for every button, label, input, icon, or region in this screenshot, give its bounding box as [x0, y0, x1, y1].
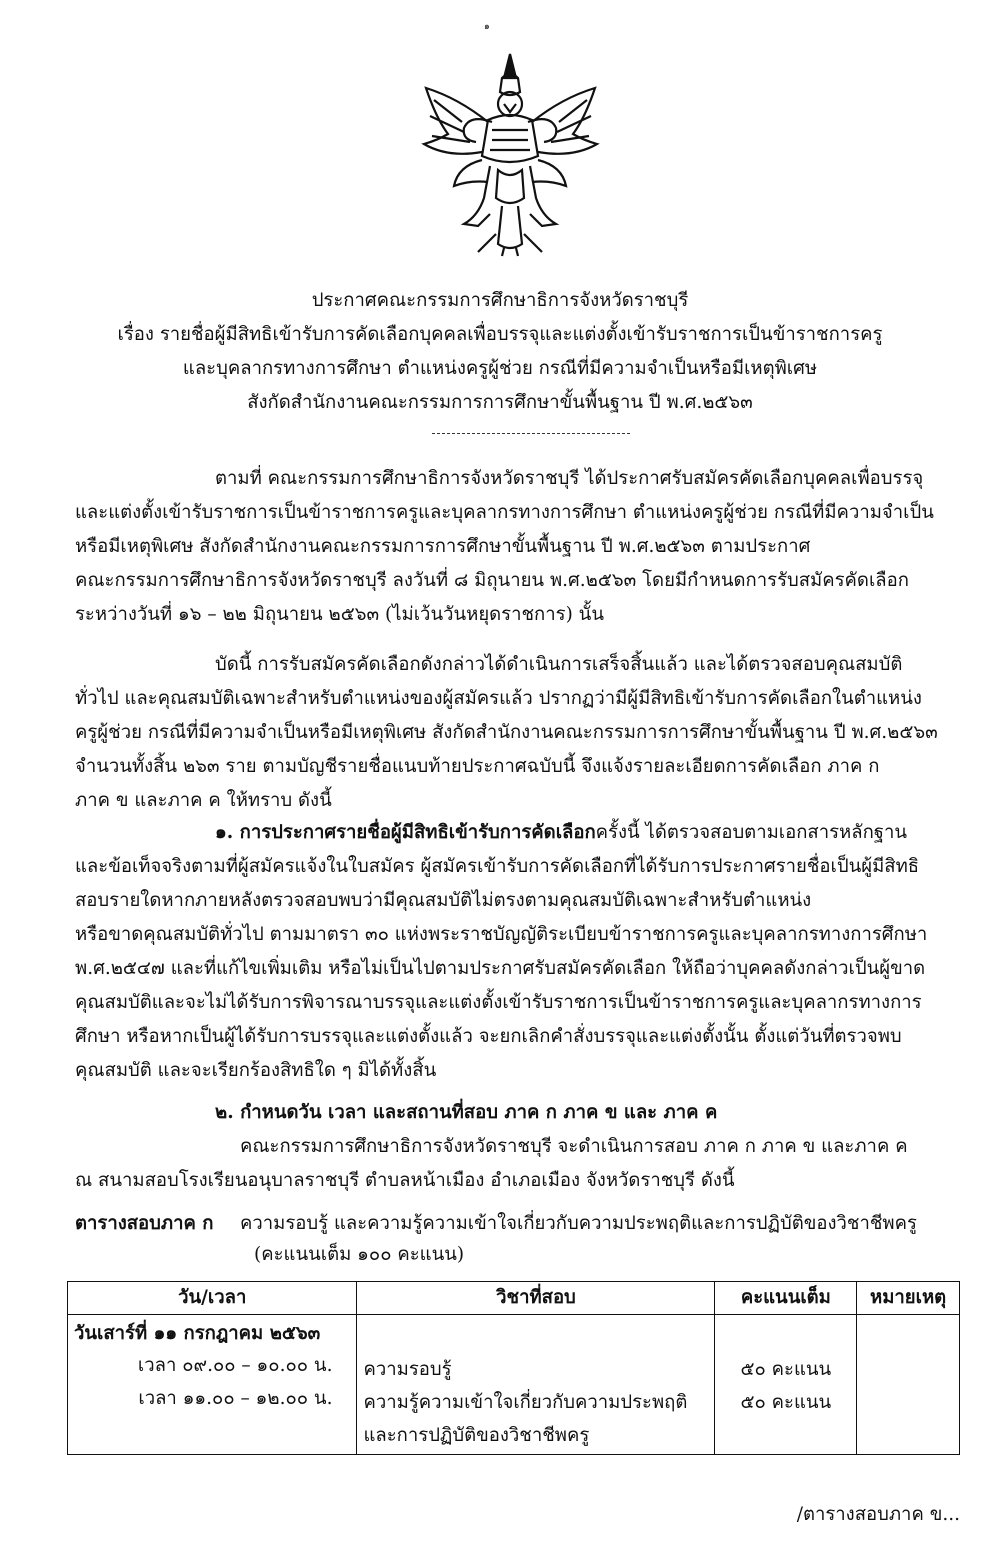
- section-2-heading: ๒. กำหนดวัน เวลา และสถานที่สอบ ภาค ก ภาค ข และ ภาค ค: [215, 1102, 718, 1123]
- section-2-body: คณะกรรมการศึกษาธิการจังหวัดราชบุรี จะดำเนินการสอบ ภาค ก ภาค ข และภาค ค ณ สนามสอบโรงเรียนอนุบาลราชบุรี ตำบลหน้าเมือง อำเภอเมือง จังหวัดราชบุรี ดังนี้: [75, 1136, 908, 1191]
- exam-a-label: ตารางสอบภาค ก: [75, 1213, 214, 1234]
- exam-a-full-score: (คะแนนเต็ม ๑๐๐ คะแนน): [254, 1244, 465, 1265]
- paragraph-intro: ตามที่ คณะกรรมการศึกษาธิการจังหวัดราชบุรี ได้ประกาศรับสมัครคัดเลือกบุคคลเพื่อบรรจุ และแต่งตั้งเข้ารับราชการเป็นข้าราชการครูและบุคลากรทางการศึกษา ตำแหน่งครูผู้ช่วย กรณีที่มีความจำเป็น หรือมีเหตุพิเศษ สังกัดสำนักงานคณะกรรมการการศึกษาขั้นพื้นฐาน ปี พ.ศ.๒๕๖๓ ตามประกาศ คณะกรรมการศึกษาธิการจังหวัดราชบุรี ลงวันที่ ๘ มิถุนายน พ.ศ.๒๕๖๓ โดยมีกำหนดการรับสมัครคัดเลือก ระหว่างวันที่ ๑๖ – ๒๒ มิถุนายน ๒๕๖๓ (ไม่เว้นวันหยุดราชการ) นั้น: [75, 468, 934, 625]
- exam-time-1: เวลา ๐๙.๐๐ – ๑๐.๐๐ น.: [137, 1355, 333, 1376]
- cell-subject: [357, 1315, 715, 1455]
- announcement-subject: เรื่อง รายชื่อผู้มีสิทธิเข้ารับการคัดเลือกบุคคลเพื่อบรรจุและแต่งตั้งเข้ารับราชการเป็นข้าราชการครู: [117, 324, 883, 345]
- cell-score: [715, 1315, 857, 1455]
- exam-a-schedule-table: [67, 1281, 960, 1455]
- announcement-subject-line2: และบุคลากรทางการศึกษา ตำแหน่งครูผู้ช่วย กรณีที่มีความจำเป็นหรือมีเหตุพิเศษ: [182, 358, 818, 379]
- announcement-title: ประกาศคณะกรรมการศึกษาธิการจังหวัดราชบุรี: [311, 290, 689, 311]
- exam-time-2: เวลา ๑๑.๐๐ – ๑๒.๐๐ น.: [138, 1388, 333, 1409]
- cell-datetime: [68, 1315, 357, 1455]
- score-2: ๕๐ คะแนน: [740, 1392, 832, 1413]
- col-full-score: คะแนนเต็ม: [715, 1282, 857, 1315]
- score-1: ๕๐ คะแนน: [740, 1359, 832, 1380]
- col-subject: วิชาที่สอบ: [357, 1282, 715, 1315]
- subject-2: ความรู้ความเข้าใจเกี่ยวกับความประพฤติ: [363, 1392, 688, 1413]
- table-header-row: [68, 1282, 960, 1315]
- subject-1: ความรอบรู้: [363, 1359, 452, 1380]
- paragraph-result: บัดนี้ การรับสมัครคัดเลือกดังกล่าวได้ดำเนินการเสร็จสิ้นแล้ว และได้ตรวจสอบคุณสมบัติ ทั่วไป และคุณสมบัติเฉพาะสำหรับตำแหน่งของผู้สมัครแล้ว ปรากฏว่ามีผู้มีสิทธิเข้ารับการคัดเลือกในตำแหน่ง ครูผู้ช่วย กรณีที่มีความจำเป็นหรือมีเหตุพิเศษ สังกัดสำนักงานคณะกรรมการการศึกษาขั้นพื้นฐาน ปี พ.ศ.๒๕๖๓ จำนวนทั้งสิ้น ๒๖๓ ราย ตามบัญชีรายชื่อแนบท้ายประกาศฉบับนี้ จึงแจ้งรายละเอียดการคัดเลือก ภาค ก ภาค ข และภาค ค ให้ทราบ ดังนี้: [75, 654, 938, 811]
- col-remark: หมายเหตุ: [857, 1282, 960, 1315]
- cell-remark: [857, 1315, 960, 1455]
- section-1-heading: ๑. การประกาศรายชื่อผู้มีสิทธิเข้ารับการคัดเลือก: [215, 822, 596, 843]
- table-row: [68, 1315, 960, 1455]
- garuda-emblem-icon: [418, 48, 603, 258]
- section-2: [75, 1096, 943, 1130]
- page-mark: ๑: [484, 22, 490, 32]
- col-datetime: วัน/เวลา: [68, 1282, 357, 1315]
- continuation-note: /ตารางสอบภาค ข...: [796, 1504, 960, 1525]
- announcement-subject-line3: สังกัดสำนักงานคณะกรรมการการศึกษาขั้นพื้นฐาน ปี พ.ศ.๒๕๖๓: [247, 392, 753, 413]
- subject-2-cont: และการปฏิบัติของวิชาชีพครู: [363, 1425, 590, 1446]
- title-divider: [432, 433, 630, 434]
- exam-a-description: ความรอบรู้ และความรู้ความเข้าใจเกี่ยวกับความประพฤติและการปฏิบัติของวิชาชีพครู: [240, 1213, 917, 1234]
- exam-date: วันเสาร์ที่ ๑๑ กรกฎาคม ๒๕๖๓: [74, 1323, 321, 1344]
- section-1: ๑. การประกาศรายชื่อผู้มีสิทธิเข้ารับการคัดเลือกครั้งนี้ ได้ตรวจสอบตามเอกสารหลักฐาน และข้อเท็จจริงตามที่ผู้สมัครแจ้งในใบสมัคร ผู้สมัครเข้ารับการคัดเลือกที่ได้รับการประกาศรายชื่อเป็นผู้มีสิทธิ สอบรายใดหากภายหลังตรวจสอบพบว่ามีคุณสมบัติไม่ตรงตามคุณสมบัติเฉพาะสำหรับตำแหน่ง หรือขาดคุณสมบัติทั่วไป ตามมาตรา ๓๐ แห่งพระราชบัญญัติระเบียบข้าราชการครูและบุคลากรทางการศึกษา พ.ศ.๒๕๔๗ และที่แก้ไขเพิ่มเติม หรือไม่เป็นไปตามประกาศรับสมัครคัดเลือก ให้ถือว่าบุคคลดังกล่าวเป็นผู้ขาด คุณสมบัติและจะไม่ได้รับการพิจารณาบรรจุและแต่งตั้งเข้ารับราชการเป็นข้าราชการครูและบุคลากรทางการ ศึกษา หรือหากเป็นผู้ได้รับการบรรจุและแต่งตั้งแล้ว จะยกเลิกคำสั่งบรรจุและแต่งตั้งนั้น ตั้งแต่วันที่ตรวจพบ คุณสมบัติ และจะเรียกร้องสิทธิใด ๆ มิได้ทั้งสิ้น: [75, 822, 928, 1081]
